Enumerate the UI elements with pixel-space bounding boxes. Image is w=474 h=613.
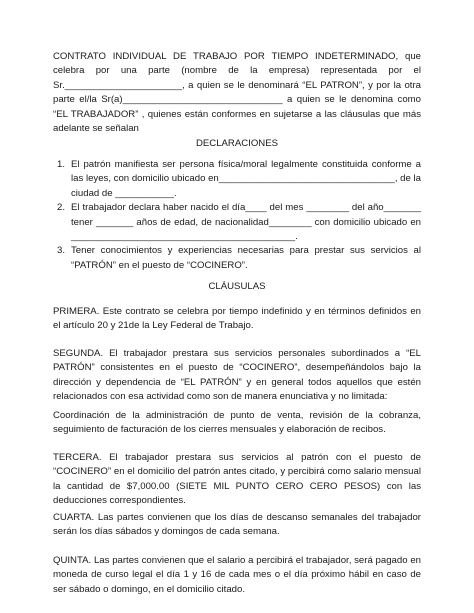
declaraciones-heading: DECLARACIONES xyxy=(195,138,279,149)
clausula-quinta: QUINTA. Las partes convienen que el salario a percibirá el trabajador, será pagado en moneda de curso legal el día 1 y 16 de cada mes o el día próximo hábil en caso de ser sábado o domingo, en el domicilio citado. xyxy=(53,555,421,595)
clausula-segunda-detalle: Coordinación de la administración de punto de venta, revisión de la cobranza, seguimiento de facturación de los cierres mensuales y elaboración de recibos. xyxy=(53,410,421,436)
declaracion-number: 2. xyxy=(57,202,66,214)
declaracion-text: El patrón manifiesta ser persona física/moral legalmente constituida conforme a las leyes, con domicilio ubicado en_________________________________, de la ciudad de ___________. xyxy=(71,159,421,199)
declaracion-item xyxy=(53,201,421,244)
declaracion-item xyxy=(53,158,421,201)
declaraciones-list xyxy=(53,158,421,273)
declaracion-text: El trabajador declara haber nacido el día____ del mes ________ del año_______ tener _______ años de edad, de nacionalidad________ con domicilio ubicado en __________________________________________. xyxy=(71,202,421,243)
clausulas-heading: CLÁUSULAS xyxy=(208,281,266,292)
clausula-tercera: TERCERA. El trabajador prestara sus servicios al patrón con el puesto de “COCINERO” en el domicilio del patrón antes citado, y percibirá como salario mensual la cantidad de $7,000.00 (SIETE MIL PUNTO CERO CERO PESOS) con las deducciones correspondientes. xyxy=(53,452,421,507)
contract-intro: CONTRATO INDIVIDUAL DE TRABAJO POR TIEMPO INDETERMINADO, que celebra por una parte (nombre de la empresa) representada por el Sr.______________________, a quien se le denominará “EL PATRON”, y por la otra parte el/la Sr(a)______________________________ a quien se le denomina como “EL TRABAJADOR” , quienes están conformes en sujetarse a las cláusulas que más adelante se señalan xyxy=(53,51,421,135)
declaracion-number: 3. xyxy=(57,245,66,257)
clausula-segunda: SEGUNDA. El trabajador prestara sus servicios personales subordinados a “EL PATRÓN” consistentes en el puesto de “COCINERO”, desempeñándolos bajo la dirección y dependencia de “EL PATRÓN” y en general todos aquellos que estén relacionados con esa actividad como son de manera enunciativa y no limitada: xyxy=(53,348,421,403)
declaracion-item xyxy=(53,244,421,273)
clausula-cuarta: CUARTA. Las partes convienen que los días de descanso semanales del trabajador serán los días sábados y domingos de cada semana. xyxy=(53,512,421,538)
clausula-primera: PRIMERA. Este contrato se celebra por tiempo indefinido y en términos definidos en el artículo 20 y 21de la Ley Federal de Trabajo. xyxy=(53,306,421,332)
declaracion-text: Tener conocimientos y experiencias necesarias para prestar sus servicios al “PATRÓN” en el puesto de “COCINERO”. xyxy=(71,245,421,271)
declaracion-number: 1. xyxy=(57,159,66,170)
